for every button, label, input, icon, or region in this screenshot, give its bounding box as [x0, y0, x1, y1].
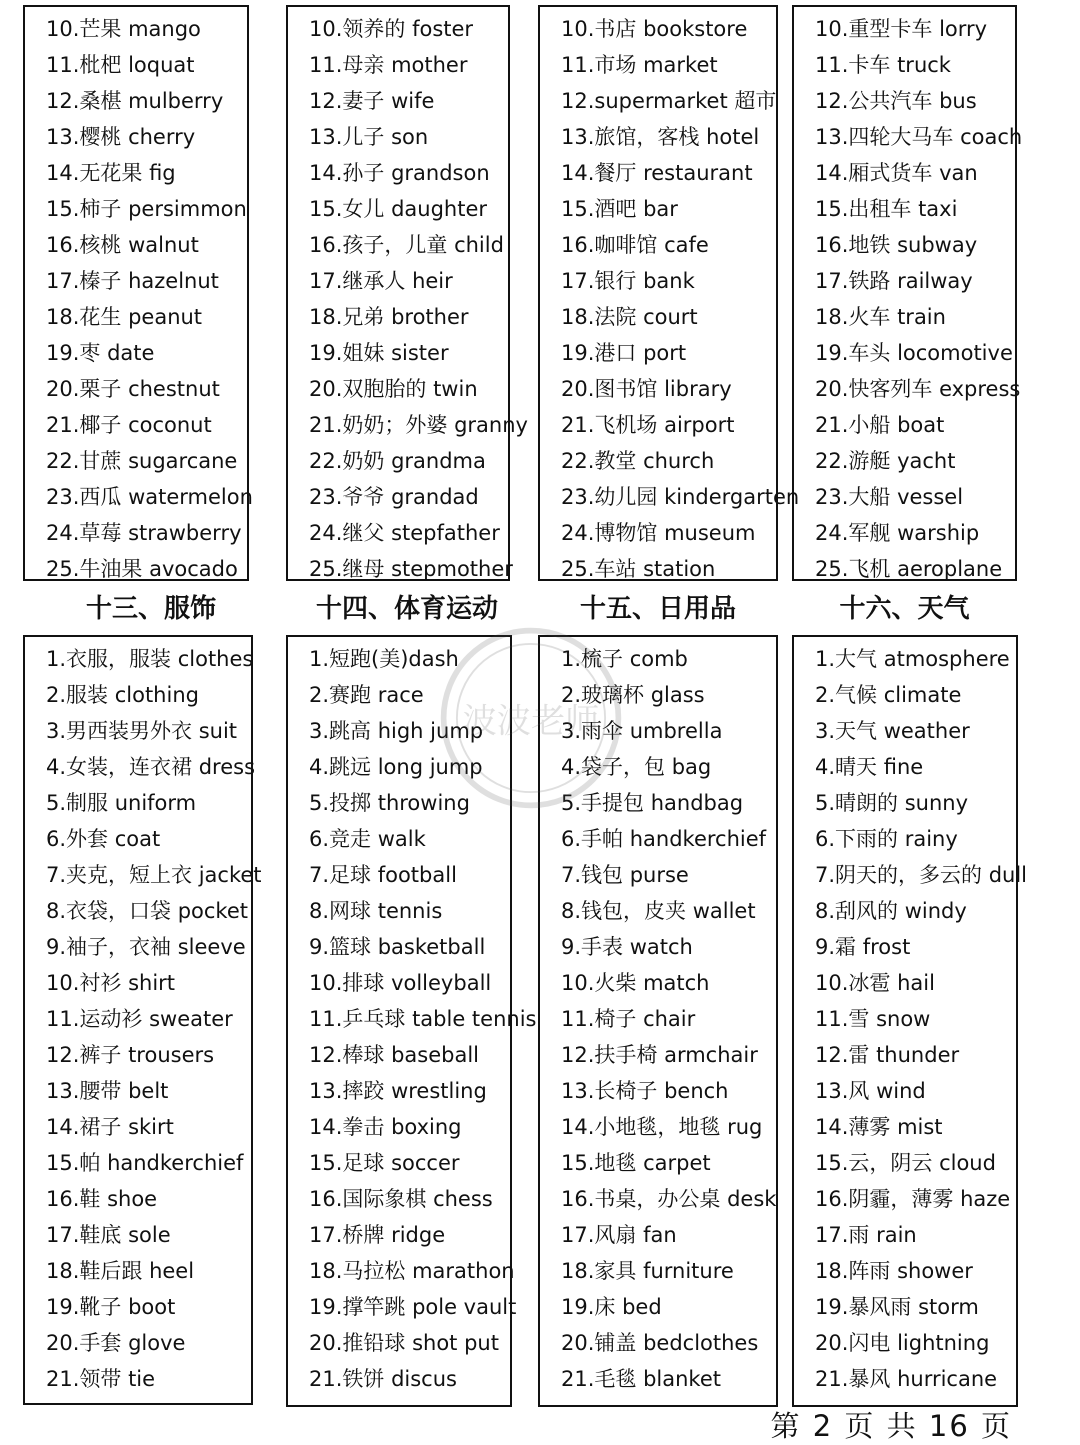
section-heading-sports: 十四、体育运动 [315, 594, 498, 624]
list-item: 15.柿子 persimmon [46, 197, 247, 221]
list-item: 12.雷 thunder [815, 1043, 960, 1067]
list-item: 12.桑椹 mulberry [46, 89, 224, 113]
list-item: 16.国际象棋 chess [309, 1187, 493, 1211]
list-item: 10.领养的 foster [309, 17, 474, 41]
list-item: 25.牛油果 avocado [46, 557, 238, 581]
list-item: 12.supermarket 超市 [561, 89, 777, 113]
list-item: 21.飞机场 airport [561, 413, 735, 437]
list-item: 10.火柴 match [561, 971, 710, 995]
list-item: 14.孙子 grandson [309, 161, 490, 185]
list-item: 16.鞋 shoe [46, 1187, 158, 1211]
list-item: 5.投掷 throwing [309, 791, 470, 815]
list-item: 18.花生 peanut [46, 305, 203, 329]
list-item: 10.重型卡车 lorry [815, 17, 988, 41]
list-item: 18.阵雨 shower [815, 1259, 973, 1283]
list-item: 21.椰子 coconut [46, 413, 212, 437]
list-item: 20.推铅球 shot put [309, 1331, 499, 1355]
list-item: 3.天气 weather [815, 719, 970, 743]
list-item: 1.大气 atmosphere [815, 647, 1010, 671]
list-body [288, 11, 528, 587]
list-item: 15.酒吧 bar [561, 197, 678, 221]
list-item: 19.靴子 boot [46, 1295, 176, 1319]
list-item: 12.妻子 wife [309, 89, 435, 113]
list-item: 16.书桌，办公桌 desk [561, 1187, 777, 1211]
list-box-family [286, 5, 528, 581]
list-item: 11.乒乓球 table tennis [309, 1007, 537, 1031]
list-item: 11.运动衫 sweater [46, 1007, 233, 1031]
list-item: 6.手帕 handkerchief [561, 827, 767, 851]
list-item: 3.男西装男外衣 suit [46, 719, 238, 743]
list-body [794, 11, 1023, 587]
list-item: 17.风扇 fan [561, 1223, 677, 1247]
list-item: 7.足球 football [309, 863, 457, 887]
list-item: 14.裙子 skirt [46, 1115, 174, 1139]
list-item: 19.姐妹 sister [309, 341, 449, 365]
list-item: 25.车站 station [561, 557, 716, 581]
list-item: 4.袋子，包 bag [561, 755, 712, 779]
list-item: 5.手提包 handbag [561, 791, 744, 815]
list-item: 13.风 wind [815, 1079, 926, 1103]
list-item: 17.榛子 hazelnut [46, 269, 219, 293]
list-item: 5.晴朗的 sunny [815, 791, 969, 815]
list-item: 15.女儿 daughter [309, 197, 488, 221]
list-item: 3.跳高 high jump [309, 719, 484, 743]
list-item: 14.餐厅 restaurant [561, 161, 753, 185]
list-item: 20.栗子 chestnut [46, 377, 220, 401]
list-item: 18.马拉松 marathon [309, 1259, 515, 1283]
list-body [540, 11, 800, 587]
list-item: 18.法院 court [561, 305, 698, 329]
list-item: 1.梳子 comb [561, 647, 688, 671]
list-item: 9.篮球 basketball [309, 935, 486, 959]
list-item: 21.领带 tie [46, 1367, 156, 1391]
list-item: 16.核桃 walnut [46, 233, 199, 257]
list-item: 9.袖子，衣袖 sleeve [46, 935, 246, 959]
list-item: 19.床 bed [561, 1295, 662, 1319]
list-item: 15.出租车 taxi [815, 197, 958, 221]
list-item: 15.云，阴云 cloud [815, 1151, 996, 1175]
list-box-clothing [23, 635, 262, 1405]
list-item: 21.小船 boat [815, 413, 945, 437]
list-item: 13.摔跤 wrestling [309, 1079, 487, 1103]
list-item: 21.毛毯 blanket [561, 1367, 721, 1391]
list-item: 7.阴天的，多云的 dull [815, 863, 1028, 887]
list-item: 8.钱包，皮夹 wallet [561, 899, 756, 923]
list-item: 10.衬衫 shirt [46, 971, 176, 995]
list-item: 12.棒球 baseball [309, 1043, 479, 1067]
list-item: 25.继母 stepmother [309, 557, 513, 581]
list-item: 14.小地毯，地毯 rug [561, 1115, 763, 1139]
list-item: 11.椅子 chair [561, 1007, 696, 1031]
list-item: 14.无花果 fig [46, 161, 176, 185]
list-item: 6.竞走 walk [309, 827, 426, 851]
list-item: 22.游艇 yacht [815, 449, 956, 473]
list-item: 2.玻璃杯 glass [561, 683, 705, 707]
list-item: 14.厢式货车 van [815, 161, 978, 185]
list-item: 21.奶奶；外婆 granny [309, 413, 528, 437]
list-item: 5.制服 uniform [46, 791, 197, 815]
list-item: 11.母亲 mother [309, 53, 468, 77]
list-item: 20.快客列车 express [815, 377, 1021, 401]
list-item: 10.冰雹 hail [815, 971, 935, 995]
section-heading-daily-items: 十五、日用品 [579, 594, 736, 624]
list-item: 8.刮风的 windy [815, 899, 967, 923]
list-item: 19.港口 port [561, 341, 687, 365]
list-item: 19.暴风雨 storm [815, 1295, 979, 1319]
list-item: 14.薄雾 mist [815, 1115, 943, 1139]
list-item: 10.排球 volleyball [309, 971, 492, 995]
list-item: 18.火车 train [815, 305, 946, 329]
list-item: 19.撑竿跳 pole vault [309, 1295, 517, 1319]
section-heading-weather: 十六、天气 [839, 594, 970, 624]
list-item: 6.外套 coat [46, 827, 161, 851]
list-item: 2.赛跑 race [309, 683, 424, 707]
list-item: 4.女装，连衣裙 dress [46, 755, 256, 779]
list-item: 1.短跑(美)dash [309, 647, 459, 671]
list-item: 11.市场 market [561, 53, 718, 77]
list-item: 1.衣服，服装 clothes [46, 647, 254, 671]
list-item: 12.扶手椅 armchair [561, 1043, 758, 1067]
list-item: 8.衣袋，口袋 pocket [46, 899, 249, 923]
list-item: 10.书店 bookstore [561, 17, 748, 41]
list-item: 13.旅馆，客栈 hotel [561, 125, 760, 149]
section-heading-clothing: 十三、服饰 [85, 594, 216, 624]
list-body [25, 11, 253, 587]
list-item: 18.兄弟 brother [309, 305, 469, 329]
list-item: 13.腰带 belt [46, 1079, 169, 1103]
list-item: 16.阴霾，薄雾 haze [815, 1187, 1011, 1211]
list-item: 19.枣 date [46, 341, 155, 365]
list-item: 15.足球 soccer [309, 1151, 460, 1175]
list-item: 22.教堂 church [561, 449, 715, 473]
list-item: 17.雨 rain [815, 1223, 917, 1247]
list-item: 8.网球 tennis [309, 899, 443, 923]
list-item: 7.钱包 purse [561, 863, 689, 887]
list-item: 25.飞机 aeroplane [815, 557, 1003, 581]
list-item: 24.博物馆 museum [561, 521, 756, 545]
list-item: 7.夹克，短上衣 jacket [46, 863, 262, 887]
list-item: 18.鞋后跟 heel [46, 1259, 195, 1283]
list-item: 23.大船 vessel [815, 485, 964, 509]
watermark-seal [436, 623, 626, 813]
list-item: 16.地铁 subway [815, 233, 978, 257]
list-item: 18.家具 furniture [561, 1259, 734, 1283]
list-item: 23.西瓜 watermelon [46, 485, 253, 509]
list-item: 13.四轮大马车 coach [815, 125, 1023, 149]
list-item: 17.铁路 railway [815, 269, 973, 293]
watermark-text: 波波老师 [462, 701, 600, 742]
list-item: 10.芒果 mango [46, 17, 201, 41]
list-item: 16.咖啡馆 cafe [561, 233, 709, 257]
list-item: 23.爷爷 grandad [309, 485, 479, 509]
list-item: 24.草莓 strawberry [46, 521, 242, 545]
list-item: 15.地毯 carpet [561, 1151, 711, 1175]
list-item: 19.车头 locomotive [815, 341, 1013, 365]
list-item: 3.雨伞 umbrella [561, 719, 723, 743]
list-item: 20.双胞胎的 twin [309, 377, 478, 401]
list-item: 24.军舰 warship [815, 521, 980, 545]
list-item: 13.樱桃 cherry [46, 125, 196, 149]
list-item: 22.奶奶 grandma [309, 449, 486, 473]
list-body [25, 641, 262, 1397]
list-item: 23.幼儿园 kindergarten [561, 485, 800, 509]
list-box-weather [792, 635, 1028, 1407]
list-item: 11.枇杷 loquat [46, 53, 195, 77]
list-item: 20.手套 glove [46, 1331, 186, 1355]
list-body [794, 641, 1028, 1397]
list-item: 9.霜 frost [815, 935, 911, 959]
list-item: 12.公共汽车 bus [815, 89, 977, 113]
list-item: 17.银行 bank [561, 269, 695, 293]
list-item: 14.拳击 boxing [309, 1115, 462, 1139]
list-item: 11.雪 snow [815, 1007, 931, 1031]
list-item: 2.气候 climate [815, 683, 962, 707]
list-item: 13.长椅子 bench [561, 1079, 729, 1103]
list-item: 20.铺盖 bedclothes [561, 1331, 759, 1355]
list-item: 17.鞋底 sole [46, 1223, 171, 1247]
list-item: 9.手表 watch [561, 935, 693, 959]
list-item: 4.跳远 long jump [309, 755, 483, 779]
list-item: 21.铁饼 discus [309, 1367, 457, 1391]
list-item: 15.帕 handkerchief [46, 1151, 244, 1175]
list-item: 4.晴天 fine [815, 755, 924, 779]
list-item: 13.儿子 son [309, 125, 429, 149]
list-item: 12.裤子 trousers [46, 1043, 215, 1067]
list-item: 20.闪电 lightning [815, 1331, 990, 1355]
list-item: 17.桥牌 ridge [309, 1223, 446, 1247]
page-number: 第 2 页 共 16 页 [770, 1409, 1012, 1443]
list-item: 11.卡车 truck [815, 53, 951, 77]
list-item: 6.下雨的 rainy [815, 827, 958, 851]
list-item: 17.继承人 heir [309, 269, 453, 293]
list-item: 2.服装 clothing [46, 683, 199, 707]
list-box-places [538, 5, 800, 581]
list-item: 24.继父 stepfather [309, 521, 500, 545]
list-item: 20.图书馆 library [561, 377, 732, 401]
list-box-transport [792, 5, 1023, 581]
list-item: 22.甘蔗 sugarcane [46, 449, 238, 473]
list-item: 16.孩子，儿童 child [309, 233, 504, 257]
list-box-fruits [23, 5, 253, 581]
list-item: 21.暴风 hurricane [815, 1367, 998, 1391]
